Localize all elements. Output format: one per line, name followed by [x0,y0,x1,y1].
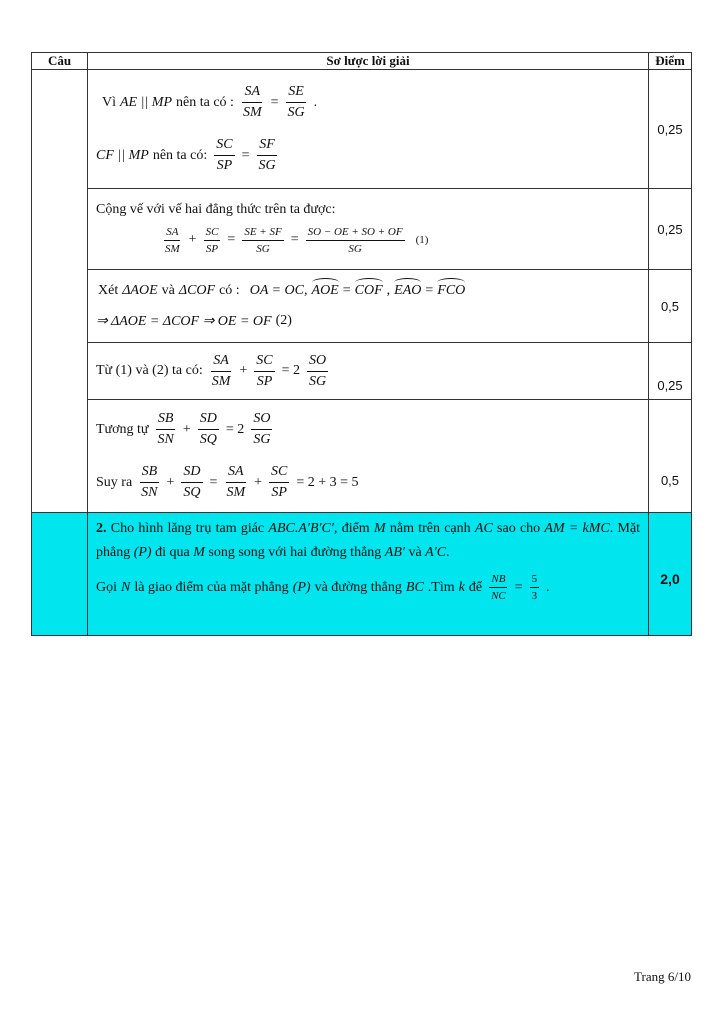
angle: COF [354,282,383,298]
row1-content: Vì AE || MP nên ta có : $\frac{SA}{SM}$ = $\frac{SE}{SG}$ . CF || MP nên ta có: $\frac{SC}{SP}$ = $\frac{SF}{SG}$ [88,70,649,189]
equation-tag: (1) [415,234,429,246]
fraction: $\frac{SO}{SG}$ [253,411,271,447]
cau-cell [32,513,88,636]
fraction: $\frac{SE}{SG}$ [287,84,305,120]
fraction: $\frac{SO}{SG}$ [309,352,327,389]
fraction: $\frac{SE + SF}{SG}$ [244,225,282,255]
solution-row-3 [32,270,692,343]
solution-row-1 [32,70,692,189]
text: Tương tự [96,421,149,437]
fraction: $\frac{NB}{NC}$ [491,573,506,602]
text: Cộng vế với vế hai đẳng thức trên ta được: [96,201,336,217]
score-cell: 0,5 [649,400,692,513]
fraction: $\frac{SC}{SP}$ [216,137,233,173]
text: và [161,282,175,298]
header-row [32,53,692,70]
text: nên ta có: [152,147,208,163]
equation-tag: (2) [275,313,292,328]
header-cau: Câu [32,53,88,70]
fraction: $\frac{SA}{SM}$ [226,464,246,500]
math: ΔAOE [122,282,158,298]
math: ΔCOF [178,282,216,298]
math: = 2 [225,421,245,437]
row2-content: Cộng vế với vế hai đẳng thức trên ta được: $\frac{SA}{SM}$ + $\frac{SC}{SP}$ = $\frac{SE + SF}{SG}$ = $\frac{SO - OE + SO + OF}{SG}$ (1) [88,189,649,270]
angle: EAO [394,282,422,298]
problem-row [32,513,692,636]
cau-cell [32,70,88,513]
angle: AOE [311,282,339,298]
math: AE || MP [120,94,173,110]
text: nên ta có : [176,94,234,110]
fraction: $\frac{SF}{SG}$ [258,137,276,173]
solution-row-4 [32,343,692,400]
header-title: Sơ lược lời giải [88,53,649,70]
score-cell: 2,0 [649,513,692,636]
fraction: $\frac{SO - OE + SO + OF}{SG}$ [307,225,403,255]
text: Vì [102,94,116,110]
problem-content: 2. Cho hình lăng trụ tam giác ABC.A′B′C′, điểm M nằm trên cạnh AC sao cho AM = kMC. Mặt phẳng (P) đi qua M song song với hai đường thẳng AB′ và A′C. Gọi N là giao điểm của mặt phẳng (P) và đường thẳng BC .Tìm k để $\frac{NB}{NC}$ = $\frac{5}{3}$ . [88,513,649,636]
fraction: $\frac{SA}{SM}$ [242,84,262,120]
solution-row-5 [32,400,692,513]
fraction: $\frac{SB}{SN}$ [157,411,174,447]
fraction: $\frac{SC}{SP}$ [205,225,219,255]
fraction: $\frac{SB}{SN}$ [141,464,158,500]
text: Suy ra [96,474,133,490]
math: = 2 + 3 = 5 [296,474,359,490]
text: có : [219,282,240,298]
fraction: $\frac{5}{3}$ [531,573,538,602]
score-cell: 0,5 [649,270,692,343]
score-cell: 0,25 [649,343,692,400]
score-cell: 0,25 [649,70,692,189]
row4-content: Từ (1) và (2) ta có: $\frac{SA}{SM}$ + $\frac{SC}{SP}$ = 2 $\frac{SO}{SG}$ [88,343,649,400]
fraction: $\frac{SA}{SM}$ [165,225,180,255]
math: CF || MP [96,147,149,163]
row5-content: Tương tự $\frac{SB}{SN}$ + $\frac{SD}{SQ}$ = 2 $\frac{SO}{SG}$ Suy ra $\frac{SB}{SN}$ + $\frac{SD}{SQ}$ = $\frac{SA}{SM}$ + $\frac{SC}{SP}$ = 2 + 3 = 5 [88,400,649,513]
fraction: $\frac{SD}{SQ}$ [199,411,217,447]
score-cell: 0,25 [649,189,692,270]
fraction: $\frac{SD}{SQ}$ [183,464,201,500]
problem-number: 2. [96,521,107,536]
text: Từ (1) và (2) ta có: [96,363,203,378]
solution-table [31,52,692,636]
row3-content: Xét ΔAOE và ΔCOF có : OA = OC, AOE = COF , EAO = FCO ⇒ ΔAOE = ΔCOF ⇒ OE = OF (2) [88,270,649,343]
fraction: $\frac{SA}{SM}$ [211,352,231,389]
header-diem: Điểm [649,53,692,70]
text: Xét [98,282,119,298]
angle: FCO [437,282,466,298]
math: = 2 [281,363,301,378]
fraction: $\frac{SC}{SP}$ [256,352,273,389]
solution-row-2 [32,189,692,270]
math: OA = OC, [249,282,308,298]
fraction: $\frac{SC}{SP}$ [271,464,288,500]
page-number: Trang 6/10 [634,969,691,984]
math: ⇒ ΔAOE = ΔCOF ⇒ OE = OF [96,313,272,329]
